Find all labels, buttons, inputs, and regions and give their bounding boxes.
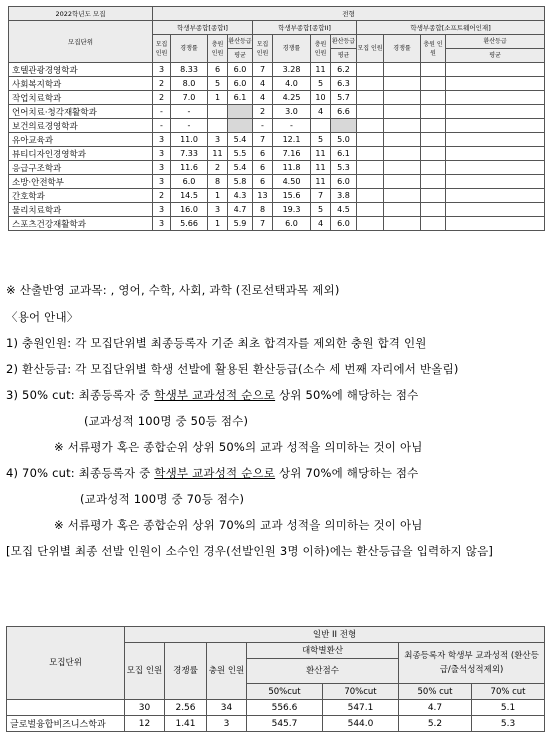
empty-cell [357, 77, 384, 91]
empty-cell [446, 217, 545, 231]
value-cell: 5 [208, 77, 228, 91]
unit-name: 호텔관광경영학과 [9, 63, 153, 77]
g3-a: 3) 50% cut: 최종등록자 중 [6, 388, 155, 402]
value-cell: 5.1 [472, 700, 545, 716]
unit-name: 물리치료학과 [9, 203, 153, 217]
value-cell: 3.28 [273, 63, 311, 77]
value-cell: 3 [208, 133, 228, 147]
value-cell: 5.0 [331, 133, 357, 147]
g4-b: 상위 70%에 해당하는 점수 [275, 466, 419, 480]
unit-header: 모집단위 [9, 21, 153, 63]
value-cell: - [153, 119, 171, 133]
table-row [9, 189, 545, 203]
jeonhyeong-header: 전형 [153, 7, 545, 21]
admission-results-table [8, 6, 545, 231]
value-cell: 6 [253, 161, 273, 175]
value-cell: 3 [153, 147, 171, 161]
value-cell: 6.1 [228, 91, 253, 105]
glossary-3-sub: (교과성적 100명 중 50등 점수) [84, 414, 249, 428]
value-cell: 2 [253, 105, 273, 119]
value-cell: 11 [311, 161, 331, 175]
value-cell: 8.33 [171, 63, 208, 77]
glossary-4 [6, 465, 546, 481]
value-cell: 545.7 [247, 716, 323, 732]
avg-header: 평균 [228, 49, 253, 63]
c70b-header: 70% cut [472, 684, 545, 700]
unit-header: 모집단위 [7, 627, 125, 700]
empty-cell [421, 119, 446, 133]
value-cell [311, 119, 331, 133]
value-cell: 11.6 [171, 161, 208, 175]
unit-name: 간호학과 [9, 189, 153, 203]
value-cell: 5.5 [228, 147, 253, 161]
unit-name: 사회복지학과 [9, 77, 153, 91]
value-cell: 3.0 [273, 105, 311, 119]
unit-name: 소방·안전학부 [9, 175, 153, 189]
empty-cell [421, 133, 446, 147]
value-cell: 3 [153, 161, 171, 175]
empty-cell [446, 189, 545, 203]
value-cell: 7.16 [273, 147, 311, 161]
extra-header: 충원 인원 [208, 35, 228, 63]
value-cell: 4.0 [273, 77, 311, 91]
value-cell: 10 [311, 91, 331, 105]
empty-cell [384, 147, 421, 161]
value-cell: 7 [311, 189, 331, 203]
empty-cell [446, 119, 545, 133]
value-cell: 4.3 [228, 189, 253, 203]
group-header-2: 학생부종합[종합II] [253, 21, 357, 35]
unit-name: 글로벌융합비즈니스학과 [7, 716, 125, 732]
value-cell: 34 [207, 700, 247, 716]
value-cell: 2.56 [165, 700, 207, 716]
empty-cell [384, 91, 421, 105]
value-cell: 5 [311, 133, 331, 147]
empty-cell [357, 147, 384, 161]
value-cell: 12 [125, 716, 165, 732]
value-cell: 3.8 [331, 189, 357, 203]
empty-cell [384, 203, 421, 217]
empty-cell [446, 63, 545, 77]
empty-cell [357, 203, 384, 217]
table-body [9, 63, 545, 231]
value-cell: 30 [125, 700, 165, 716]
table-body [7, 700, 545, 732]
empty-cell [446, 147, 545, 161]
value-cell: 4 [311, 217, 331, 231]
quota-header: 모집 인원 [125, 643, 165, 700]
glossary-2: 2) 환산등급: 각 모집단위별 학생 선발에 활용된 환산등급(소수 세 번째 자리에서 반올림) [6, 362, 459, 376]
value-cell: 14.5 [171, 189, 208, 203]
value-cell: 5.9 [228, 217, 253, 231]
value-cell: 3 [153, 217, 171, 231]
value-cell: 7.0 [171, 91, 208, 105]
unit-name: 유아교육과 [9, 133, 153, 147]
value-cell: 8 [253, 203, 273, 217]
empty-cell [446, 91, 545, 105]
value-cell: - [153, 105, 171, 119]
value-cell: 556.6 [247, 700, 323, 716]
value-cell [228, 105, 253, 119]
value-cell: 19.3 [273, 203, 311, 217]
value-cell: 6 [253, 175, 273, 189]
value-cell: 5.3 [472, 716, 545, 732]
unit-name: 작업치료학과 [9, 91, 153, 105]
empty-cell [421, 161, 446, 175]
empty-cell [357, 161, 384, 175]
extra-header: 충원 인원 [207, 643, 247, 700]
group-header-3: 학생부종합[소프트웨어인재] [357, 21, 545, 35]
value-cell: 7 [253, 63, 273, 77]
glossary-3 [6, 387, 546, 403]
value-cell: 3 [208, 203, 228, 217]
empty-cell [421, 175, 446, 189]
value-cell: 3 [153, 175, 171, 189]
value-cell: 6.0 [228, 77, 253, 91]
empty-cell [421, 189, 446, 203]
table-row [9, 175, 545, 189]
value-cell: - [171, 105, 208, 119]
value-cell: 6.6 [331, 105, 357, 119]
table-row [9, 77, 545, 91]
value-cell: - [253, 119, 273, 133]
table-row [7, 700, 545, 716]
value-cell: 4.5 [331, 203, 357, 217]
value-cell [228, 119, 253, 133]
value-cell: 6.0 [228, 63, 253, 77]
value-cell: 11 [311, 175, 331, 189]
empty-cell [357, 105, 384, 119]
general-title: 일반 II 전형 [125, 627, 545, 643]
grade-header: 환산등급 [446, 35, 545, 49]
glossary-title: 〈용어 안내〉 [6, 310, 79, 324]
value-cell: 1 [208, 189, 228, 203]
empty-cell [421, 91, 446, 105]
value-cell: 4.7 [228, 203, 253, 217]
empty-cell [357, 119, 384, 133]
empty-cell [384, 77, 421, 91]
value-cell: 16.0 [171, 203, 208, 217]
general-results-table [6, 626, 545, 732]
empty-cell [357, 217, 384, 231]
value-cell: 11.8 [273, 161, 311, 175]
empty-cell [446, 133, 545, 147]
g3-b: 상위 50%에 해당하는 점수 [275, 388, 419, 402]
value-cell: 1 [208, 91, 228, 105]
value-cell: 5.4 [228, 133, 253, 147]
unit-name: 뷰티디자인경영학과 [9, 147, 153, 161]
value-cell: 6.3 [331, 77, 357, 91]
value-cell: 5.66 [171, 217, 208, 231]
subjects-note: ※ 산출반영 교과목: , 영어, 수학, 사회, 과학 (진로선택과목 제외) [6, 283, 340, 297]
empty-cell [384, 161, 421, 175]
value-cell: 7 [253, 217, 273, 231]
comp-header: 경쟁률 [171, 35, 208, 63]
value-cell: 4 [253, 77, 273, 91]
empty-cell [384, 63, 421, 77]
glossary-1: 1) 충원인원: 각 모집단위별 최종등록자 기준 최초 합격자를 제외한 충원 합격 인원 [6, 336, 427, 350]
glossary-4-sub: (교과성적 100명 중 70등 점수) [80, 492, 245, 506]
value-cell: 5.7 [331, 91, 357, 105]
conv-header: 환산점수 [247, 659, 399, 684]
value-cell: 8.0 [171, 77, 208, 91]
unit-name [7, 700, 125, 716]
value-cell: 11 [208, 147, 228, 161]
value-cell: 3 [153, 133, 171, 147]
empty-cell [446, 161, 545, 175]
value-cell: 15.6 [273, 189, 311, 203]
value-cell: 5 [311, 203, 331, 217]
avg-header: 평균 [331, 49, 357, 63]
value-cell: 5.4 [228, 161, 253, 175]
value-cell: 6.0 [273, 217, 311, 231]
value-cell: 5 [311, 77, 331, 91]
empty-cell [357, 133, 384, 147]
g4-u: 학생부 교과성적 순으로 [154, 466, 276, 480]
group-header-1: 학생부종합[종합I] [153, 21, 253, 35]
quota-header: 모집 인원 [357, 35, 384, 63]
extra-header: 충원 인원 [421, 35, 446, 63]
empty-cell [421, 63, 446, 77]
univ-header: 대학별환산 [247, 643, 399, 659]
empty-cell [357, 91, 384, 105]
value-cell [208, 119, 228, 133]
footnote: [모집 단위별 최종 선발 인원이 소수인 경우(선발인원 3명 이하)에는 환산등급을 입력하지 않음] [6, 544, 494, 558]
value-cell: 4 [311, 105, 331, 119]
avg-header: 평균 [446, 49, 545, 63]
table-row [9, 133, 545, 147]
table-row [9, 63, 545, 77]
value-cell: 1 [208, 217, 228, 231]
c50-header: 50%cut [247, 684, 323, 700]
value-cell: 1.41 [165, 716, 207, 732]
value-cell: 2 [208, 161, 228, 175]
table-row [9, 105, 545, 119]
value-cell: 4.7 [399, 700, 472, 716]
value-cell: 6 [208, 63, 228, 77]
value-cell: - [273, 119, 311, 133]
value-cell: 6.0 [331, 175, 357, 189]
value-cell: 2 [153, 189, 171, 203]
unit-name: 보건의료경영학과 [9, 119, 153, 133]
table-row [9, 147, 545, 161]
empty-cell [446, 105, 545, 119]
value-cell: 11 [311, 63, 331, 77]
table-row [9, 217, 545, 231]
value-cell: 7.33 [171, 147, 208, 161]
comp-header: 경쟁률 [165, 643, 207, 700]
value-cell: 13 [253, 189, 273, 203]
empty-cell [446, 175, 545, 189]
empty-cell [357, 189, 384, 203]
extra-header: 충원 인원 [311, 35, 331, 63]
empty-cell [384, 133, 421, 147]
empty-cell [446, 203, 545, 217]
empty-cell [384, 105, 421, 119]
table-row [9, 203, 545, 217]
grade-header: 환산등급 [228, 35, 253, 49]
c50b-header: 50% cut [399, 684, 472, 700]
table-row [7, 716, 545, 732]
value-cell: 2 [153, 77, 171, 91]
empty-cell [421, 147, 446, 161]
value-cell: 544.0 [323, 716, 399, 732]
table-row [9, 161, 545, 175]
value-cell: 4.50 [273, 175, 311, 189]
value-cell: 6.0 [331, 217, 357, 231]
value-cell: 6.1 [331, 147, 357, 161]
value-cell: 6.2 [331, 63, 357, 77]
empty-cell [357, 175, 384, 189]
value-cell: 547.1 [323, 700, 399, 716]
empty-cell [384, 119, 421, 133]
glossary-4-note: ※ 서류평가 혹은 종합순위 상위 70%의 교과 성적을 의미하는 것이 아님 [54, 518, 423, 532]
value-cell: 5.8 [228, 175, 253, 189]
table-corner: 2022학년도 모집 [9, 7, 153, 21]
value-cell: 7 [253, 133, 273, 147]
empty-cell [384, 189, 421, 203]
quota-header: 모집 인원 [253, 35, 273, 63]
empty-cell [421, 77, 446, 91]
table-row [9, 91, 545, 105]
glossary-3-note: ※ 서류평가 혹은 종합순위 상위 50%의 교과 성적을 의미하는 것이 아님 [54, 440, 423, 454]
empty-cell [421, 217, 446, 231]
value-cell: 6.0 [171, 175, 208, 189]
empty-cell [357, 63, 384, 77]
comp-header: 경쟁률 [384, 35, 421, 63]
value-cell: - [171, 119, 208, 133]
value-cell: 4.25 [273, 91, 311, 105]
value-cell [331, 119, 357, 133]
value-cell: 2 [153, 91, 171, 105]
value-cell: 3 [153, 63, 171, 77]
value-cell: 11 [311, 147, 331, 161]
table-row [9, 119, 545, 133]
unit-name: 스포츠건강재활학과 [9, 217, 153, 231]
empty-cell [421, 105, 446, 119]
value-cell: 11.0 [171, 133, 208, 147]
empty-cell [384, 175, 421, 189]
empty-cell [446, 77, 545, 91]
unit-name: 응급구조학과 [9, 161, 153, 175]
unit-name: 언어치료·청각재활학과 [9, 105, 153, 119]
value-cell: 4 [253, 91, 273, 105]
quota-header: 모집 인원 [153, 35, 171, 63]
value-cell [208, 105, 228, 119]
empty-cell [421, 203, 446, 217]
value-cell: 6 [253, 147, 273, 161]
value-cell: 3 [153, 203, 171, 217]
value-cell: 5.2 [399, 716, 472, 732]
c70-header: 70%cut [323, 684, 399, 700]
comp-header: 경쟁률 [273, 35, 311, 63]
value-cell: 5.3 [331, 161, 357, 175]
g4-a: 4) 70% cut: 최종등록자 중 [6, 466, 155, 480]
empty-cell [384, 217, 421, 231]
g3-u: 학생부 교과성적 순으로 [154, 388, 276, 402]
notes [6, 282, 546, 559]
value-cell: 8 [208, 175, 228, 189]
value-cell: 3 [207, 716, 247, 732]
grade-header: 환산등급 [331, 35, 357, 49]
final-header: 최종등록자 학생부 교과성적 (환산등급/출석성적제외) [399, 643, 545, 684]
value-cell: 12.1 [273, 133, 311, 147]
